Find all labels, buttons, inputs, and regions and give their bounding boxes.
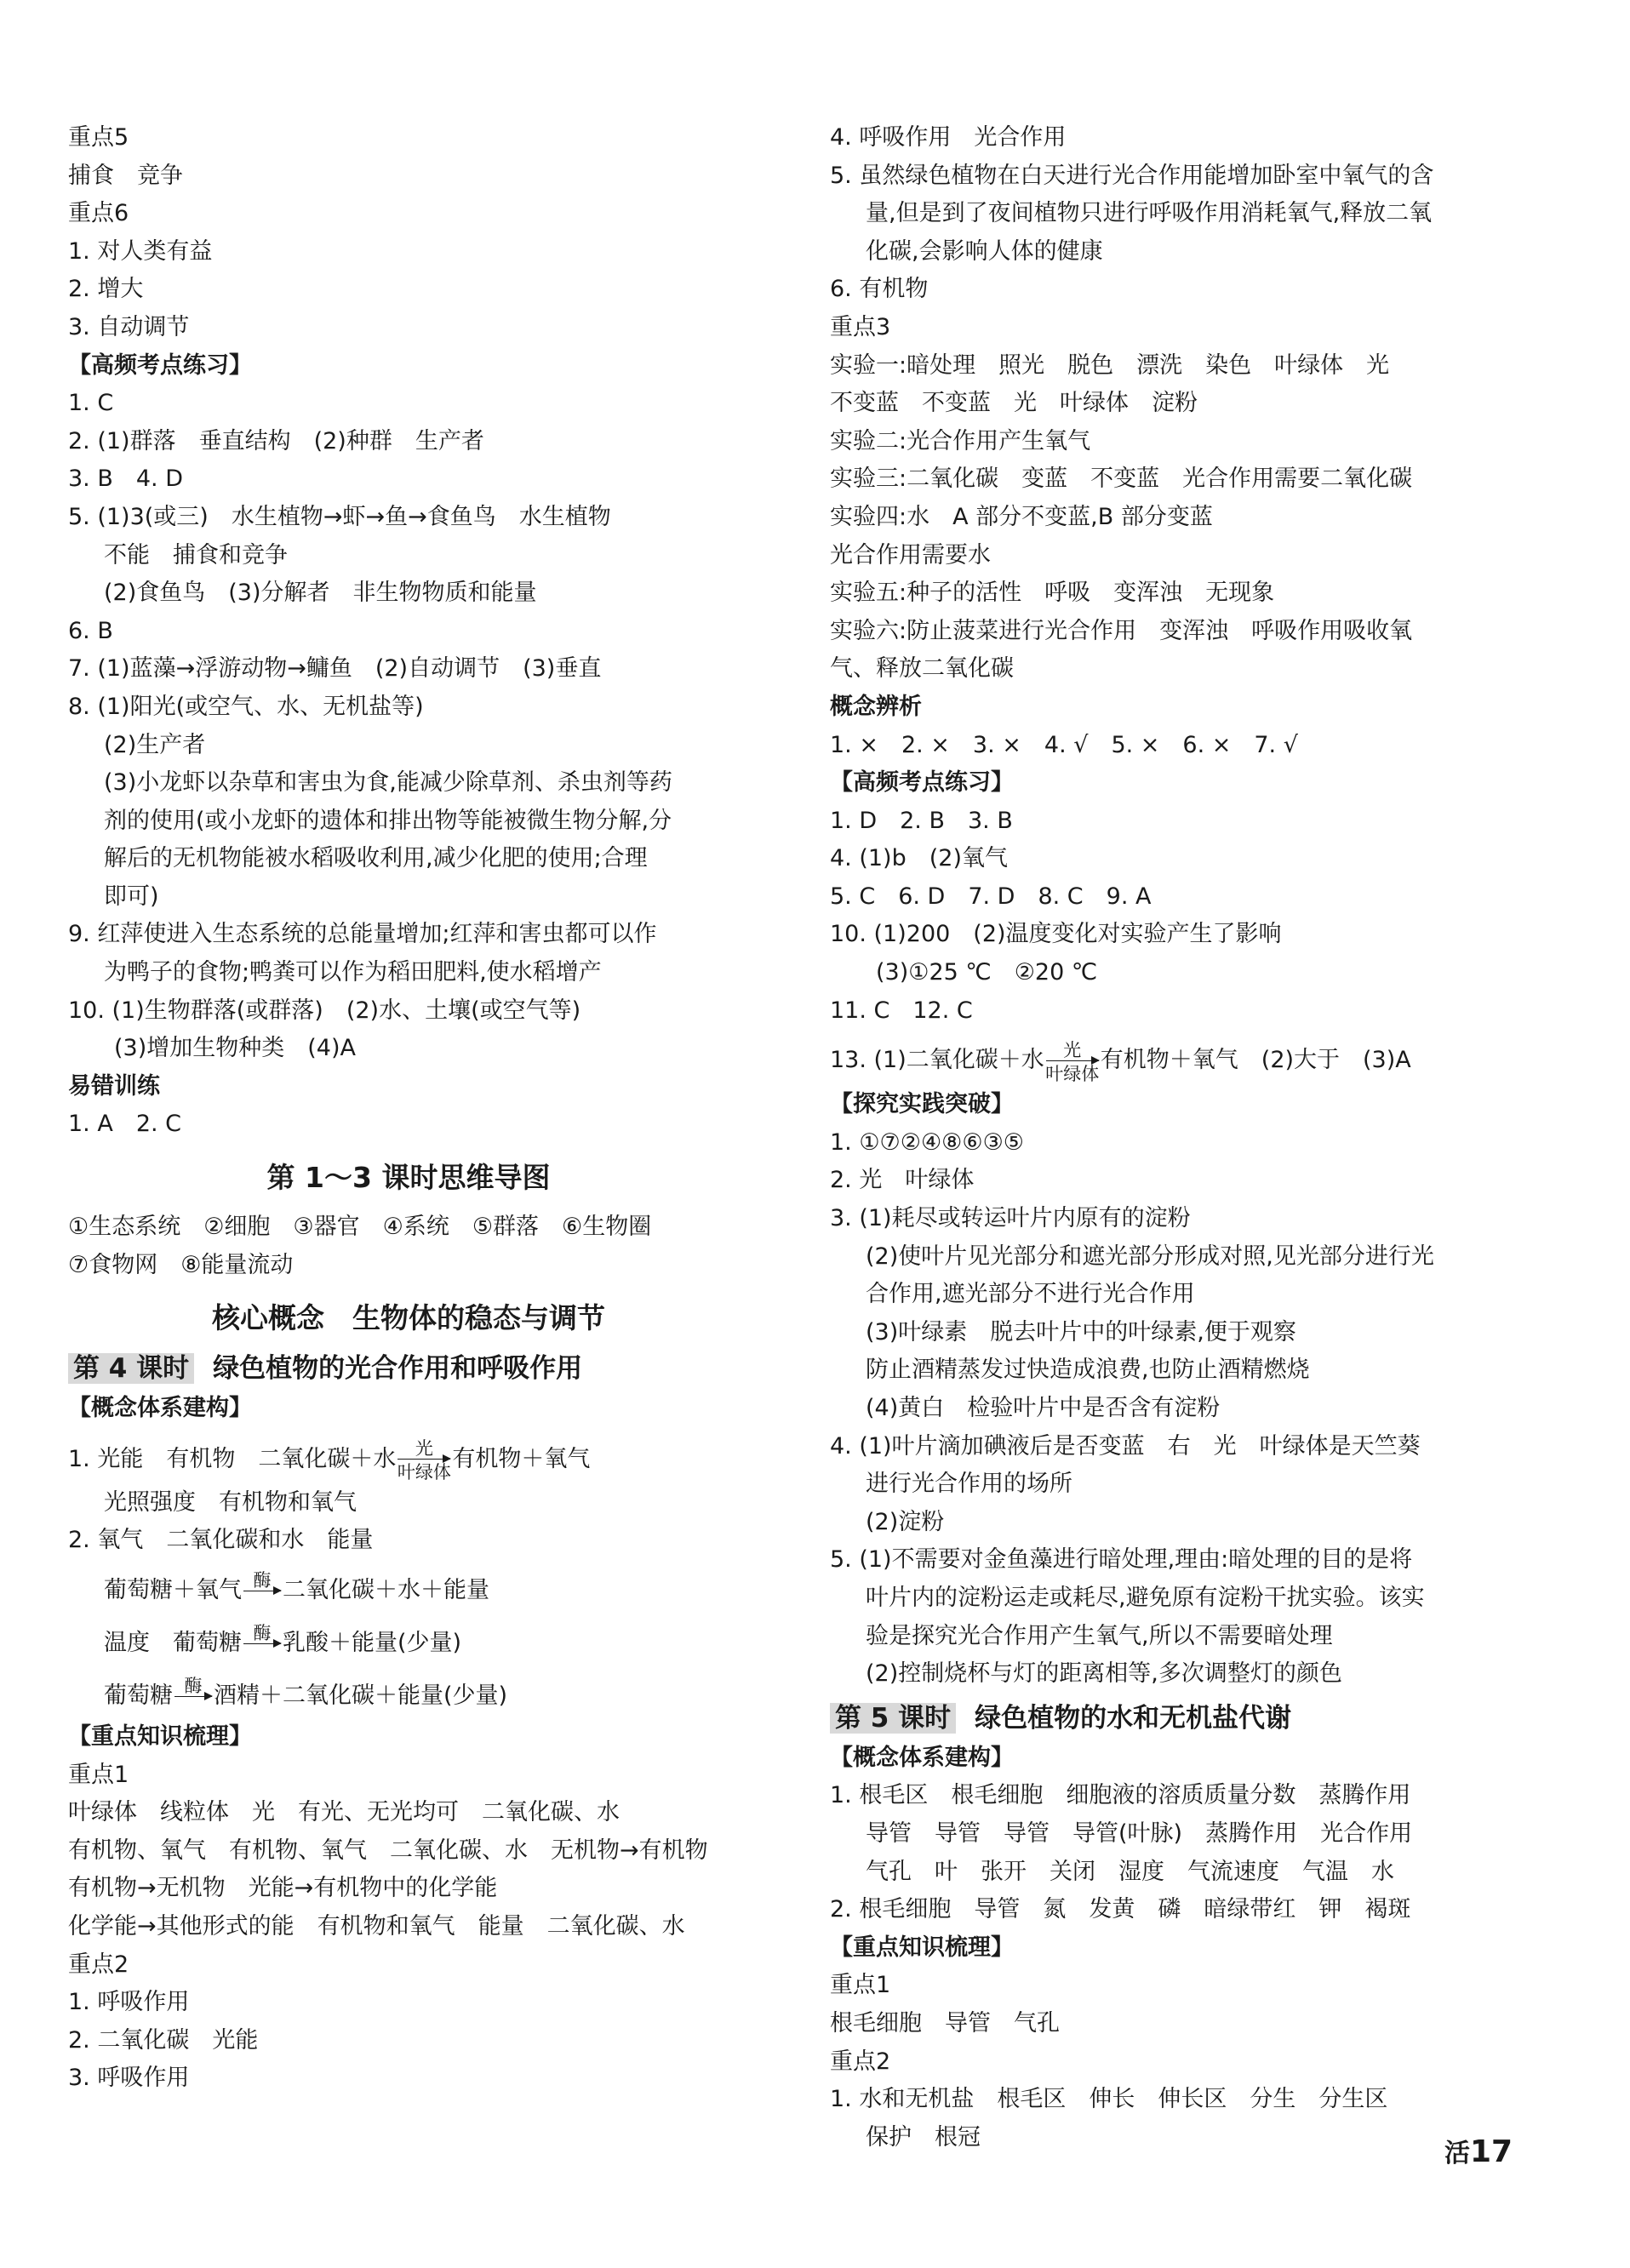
- answer-line: (2)食鱼鸟 (3)分解者 非生物物质和能量: [104, 580, 537, 607]
- answer-line: 1. 根毛区 根毛细胞 细胞液的溶质质量分数 蒸腾作用: [830, 1782, 1411, 1809]
- answer-line: 3. 呼吸作用: [68, 2065, 190, 2092]
- answer-line: 量,但是到了夜间植物只进行呼吸作用消耗氧气,释放二氧: [866, 200, 1433, 227]
- equation-line: [68, 1613, 749, 1665]
- mindmap-title: 第 1～3 课时思维导图: [266, 1161, 551, 1195]
- equation-left: 葡萄糖: [104, 1682, 173, 1709]
- equation-right: 乳酸＋能量(少量): [283, 1630, 462, 1656]
- answer-line: 1. A 2. C: [68, 1111, 182, 1138]
- answer-line: (4)黄白 检验叶片中是否含有淀粉: [866, 1395, 1221, 1421]
- lesson-tag: 第 5 课时: [830, 1703, 956, 1734]
- answer-line: 10. (1)生物群落(或群落) (2)水、土壤(或空气等): [68, 997, 581, 1024]
- answer-line: (2)淀粉: [866, 1508, 945, 1535]
- core-concept-title: 核心概念 生物体的稳态与调节: [212, 1301, 605, 1335]
- equation-right: 二氧化碳＋水＋能量: [283, 1577, 489, 1603]
- answer-line: 11. C 12. C: [830, 997, 973, 1024]
- page-number-value: 17: [1470, 2134, 1513, 2169]
- answer-line: 导管 导管 导管 导管(叶脉) 蒸腾作用 光合作用: [866, 1820, 1413, 1847]
- answer-line: (2)控制烧杯与灯的距离相等,多次调整灯的颜色: [866, 1660, 1342, 1688]
- answer-line: 3. 自动调节: [68, 313, 190, 340]
- section-heading: 【高频考点练习】: [68, 351, 252, 379]
- answer-line: 3. (1)耗尽或转运叶片内原有的淀粉: [830, 1205, 1191, 1232]
- answer-line: 光照强度 有机物和氧气: [104, 1488, 357, 1516]
- answer-line: 8. (1)阳光(或空气、水、无机盐等): [68, 693, 424, 720]
- answer-line: ①生态系统 ②细胞 ③器官 ④系统 ⑤群落 ⑥生物圈: [68, 1214, 652, 1241]
- equation-right: 酒精＋二氧化碳＋能量(少量): [214, 1682, 508, 1709]
- answer-line: 实验三:二氧化碳 变蓝 不变蓝 光合作用需要二氧化碳: [830, 466, 1413, 493]
- equation-left: 1. 光能 有机物 二氧化碳＋水: [68, 1445, 397, 1472]
- answer-line: 3. B 4. D: [68, 466, 183, 493]
- answer-line: 1. D 2. B 3. B: [830, 807, 1013, 834]
- answer-line: 气、释放二氧化碳: [830, 655, 1014, 683]
- arrow-condition: 酶: [253, 1569, 272, 1591]
- key-heading: 重点5: [68, 124, 129, 151]
- lesson-title: 绿色植物的水和无机盐代谢: [975, 1702, 1292, 1734]
- equation-right: 有机物＋氧气: [452, 1445, 591, 1472]
- answer-line: 7. (1)蓝藻→浮游动物→鳙鱼 (2)自动调节 (3)垂直: [68, 655, 602, 683]
- section-heading: 【概念体系建构】: [830, 1744, 1014, 1771]
- answer-line: 保护 根冠: [866, 2123, 981, 2151]
- answer-line: 5. C 6. D 7. D 8. C 9. A: [830, 883, 1152, 910]
- answer-line: 2. 根毛细胞 导管 氮 发黄 磷 暗绿带红 钾 褐斑: [830, 1896, 1411, 1923]
- section-heading: 【概念体系建构】: [68, 1395, 252, 1422]
- equation-line: [68, 1431, 749, 1484]
- answer-line: (3)①25 ℃ ②20 ℃: [876, 959, 1098, 986]
- answer-line: 1. 对人类有益: [68, 237, 213, 265]
- answer-line: 光合作用需要水: [830, 541, 991, 568]
- arrow-condition: 叶绿体: [397, 1462, 451, 1483]
- arrow-condition: 叶绿体: [1045, 1063, 1100, 1084]
- section-heading: 【重点知识梳理】: [830, 1934, 1014, 1961]
- section-heading: 易错训练: [68, 1072, 160, 1100]
- answer-line: 为鸭子的食物;鸭粪可以作为稻田肥料,使水稻增产: [104, 959, 602, 986]
- answer-line: 5. (1)3(或三) 水生植物→虾→鱼→食鱼鸟 水生植物: [68, 503, 611, 530]
- answer-line: 验是探究光合作用产生氧气,所以不需要暗处理: [866, 1622, 1333, 1649]
- answer-line: (3)增加生物种类 (4)A: [114, 1035, 356, 1062]
- equation-line: [68, 1560, 749, 1613]
- section-heading: 【重点知识梳理】: [68, 1723, 252, 1750]
- arrow-condition: 酶: [184, 1675, 203, 1696]
- answer-line: 化碳,会影响人体的健康: [866, 237, 1103, 265]
- equation-left: 温度 葡萄糖: [104, 1630, 242, 1656]
- answer-line: 有机物、氧气 有机物、氧气 二氧化碳、水 无机物→有机物: [68, 1837, 708, 1864]
- answer-line: 即可): [104, 883, 159, 910]
- answer-line: 2. 氧气 二氧化碳和水 能量: [68, 1527, 374, 1554]
- left-column: [68, 119, 749, 2098]
- equation-line: [830, 1030, 1519, 1086]
- answer-line: 根毛细胞 导管 气孔: [830, 2009, 1060, 2037]
- answer-line: 2. 增大: [68, 276, 144, 303]
- answer-line: 2. 二氧化碳 光能: [68, 2026, 259, 2054]
- answer-line: 2. (1)群落 垂直结构 (2)种群 生产者: [68, 427, 484, 454]
- lesson-tag: 第 4 课时: [68, 1353, 194, 1384]
- answer-line: 1. C: [68, 390, 114, 417]
- arrow-condition: 酶: [253, 1622, 272, 1643]
- section-heading: 概念辨析: [830, 693, 922, 720]
- key-heading: 重点1: [68, 1761, 129, 1788]
- answer-line: (3)叶绿素 脱去叶片中的叶绿素,便于观察: [866, 1318, 1296, 1345]
- answer-line: 1. 水和无机盐 根毛区 伸长 伸长区 分生 分生区: [830, 2086, 1388, 2113]
- page-prefix: 活: [1444, 2139, 1470, 2168]
- reaction-arrow: [397, 1438, 451, 1483]
- answer-line: 解后的无机物能被水稻吸收利用,减少化肥的使用;合理: [104, 845, 648, 872]
- answer-line: 2. 光 叶绿体: [830, 1167, 975, 1194]
- arrow-condition: 光: [1063, 1039, 1082, 1060]
- answer-line: 进行光合作用的场所: [866, 1471, 1072, 1498]
- lesson-5-heading: [830, 1697, 1519, 1740]
- lesson-title: 绿色植物的光合作用和呼吸作用: [213, 1353, 583, 1385]
- right-column: [830, 119, 1519, 2157]
- answer-line: (2)生产者: [104, 731, 206, 758]
- equation-left: 葡萄糖＋氧气: [104, 1577, 242, 1603]
- answer-line: 5. 虽然绿色植物在白天进行光合作用能增加卧室中氧气的含: [830, 162, 1434, 189]
- key-heading: 重点6: [68, 200, 129, 227]
- answer-line: 10. (1)200 (2)温度变化对实验产生了影响: [830, 921, 1282, 948]
- page-number: [1444, 2132, 1513, 2169]
- answer-line: 剂的使用(或小龙虾的遗体和排出物等能被微生物分解,分: [104, 807, 672, 834]
- answer-line: 捕食 竞争: [68, 162, 183, 189]
- answer-line: 9. 红萍使进入生态系统的总能量增加;红萍和害虫都可以作: [68, 921, 657, 948]
- answer-line: 6. 有机物: [830, 276, 929, 303]
- key-heading: 重点3: [830, 313, 891, 340]
- section-heading: 【探究实践突破】: [830, 1091, 1014, 1118]
- answer-line: (2)使叶片见光部分和遮光部分形成对照,见光部分进行光: [866, 1243, 1434, 1270]
- answer-line: 防止酒精蒸发过快造成浪费,也防止酒精燃烧: [866, 1357, 1310, 1384]
- equation-line: [68, 1665, 749, 1718]
- answer-line: 1. 呼吸作用: [68, 1989, 190, 2016]
- equation-left: 13. (1)二氧化碳＋水: [830, 1047, 1044, 1074]
- answer-line: 叶片内的淀粉运走或耗尽,避免原有淀粉干扰实验。该实: [866, 1584, 1425, 1611]
- answer-line: 4. (1)叶片滴加碘液后是否变蓝 右 光 叶绿体是天竺葵: [830, 1432, 1421, 1460]
- answer-line: 不能 捕食和竞争: [104, 541, 288, 568]
- lesson-4-heading: [68, 1347, 749, 1390]
- key-heading: 重点2: [830, 2048, 891, 2075]
- key-heading: 重点1: [830, 1972, 891, 1999]
- answer-line: 4. (1)b (2)氧气: [830, 845, 1008, 872]
- arrow-condition: 光: [415, 1438, 433, 1460]
- key-heading: 重点2: [68, 1951, 129, 1978]
- answer-line: 实验一:暗处理 照光 脱色 漂洗 染色 叶绿体 光: [830, 351, 1390, 379]
- answer-line: 气孔 叶 张开 关闭 湿度 气流速度 气温 水: [866, 1858, 1394, 1885]
- answer-line: 1. ①⑦②④⑧⑥③⑤: [830, 1128, 1024, 1156]
- reaction-arrow: [1045, 1039, 1100, 1084]
- answer-line: 化学能→其他形式的能 有机物和氧气 能量 二氧化碳、水: [68, 1912, 685, 1940]
- answer-line: 5. (1)不需要对金鱼藻进行暗处理,理由:暗处理的目的是将: [830, 1546, 1413, 1574]
- answer-line: 4. 呼吸作用 光合作用: [830, 124, 1067, 151]
- equation-right: 有机物＋氧气 (2)大于 (3)A: [1100, 1047, 1411, 1074]
- reaction-arrow: [243, 1569, 281, 1592]
- reaction-arrow: [174, 1675, 212, 1698]
- answer-line: 不变蓝 不变蓝 光 叶绿体 淀粉: [830, 390, 1198, 417]
- answer-line: 叶绿体 线粒体 光 有光、无光均可 二氧化碳、水: [68, 1799, 620, 1826]
- answer-line: 合作用,遮光部分不进行光合作用: [866, 1281, 1195, 1308]
- reaction-arrow: [243, 1622, 281, 1645]
- answer-line: 实验五:种子的活性 呼吸 变浑浊 无现象: [830, 580, 1275, 607]
- answer-line: ⑦食物网 ⑧能量流动: [68, 1251, 294, 1278]
- answer-line: (3)小龙虾以杂草和害虫为食,能减少除草剂、杀虫剂等药: [104, 769, 672, 797]
- answer-line: 实验六:防止菠菜进行光合作用 变浑浊 呼吸作用吸收氧: [830, 617, 1413, 644]
- answer-line: 1. × 2. × 3. × 4. √ 5. × 6. × 7. √: [830, 731, 1298, 758]
- answer-line: 实验四:水 A 部分不变蓝,B 部分变蓝: [830, 503, 1213, 530]
- answer-line: 6. B: [68, 617, 113, 644]
- answer-line: 实验二:光合作用产生氧气: [830, 427, 1091, 454]
- answer-line: 有机物→无机物 光能→有机物中的化学能: [68, 1875, 498, 1902]
- section-heading: 【高频考点练习】: [830, 769, 1014, 797]
